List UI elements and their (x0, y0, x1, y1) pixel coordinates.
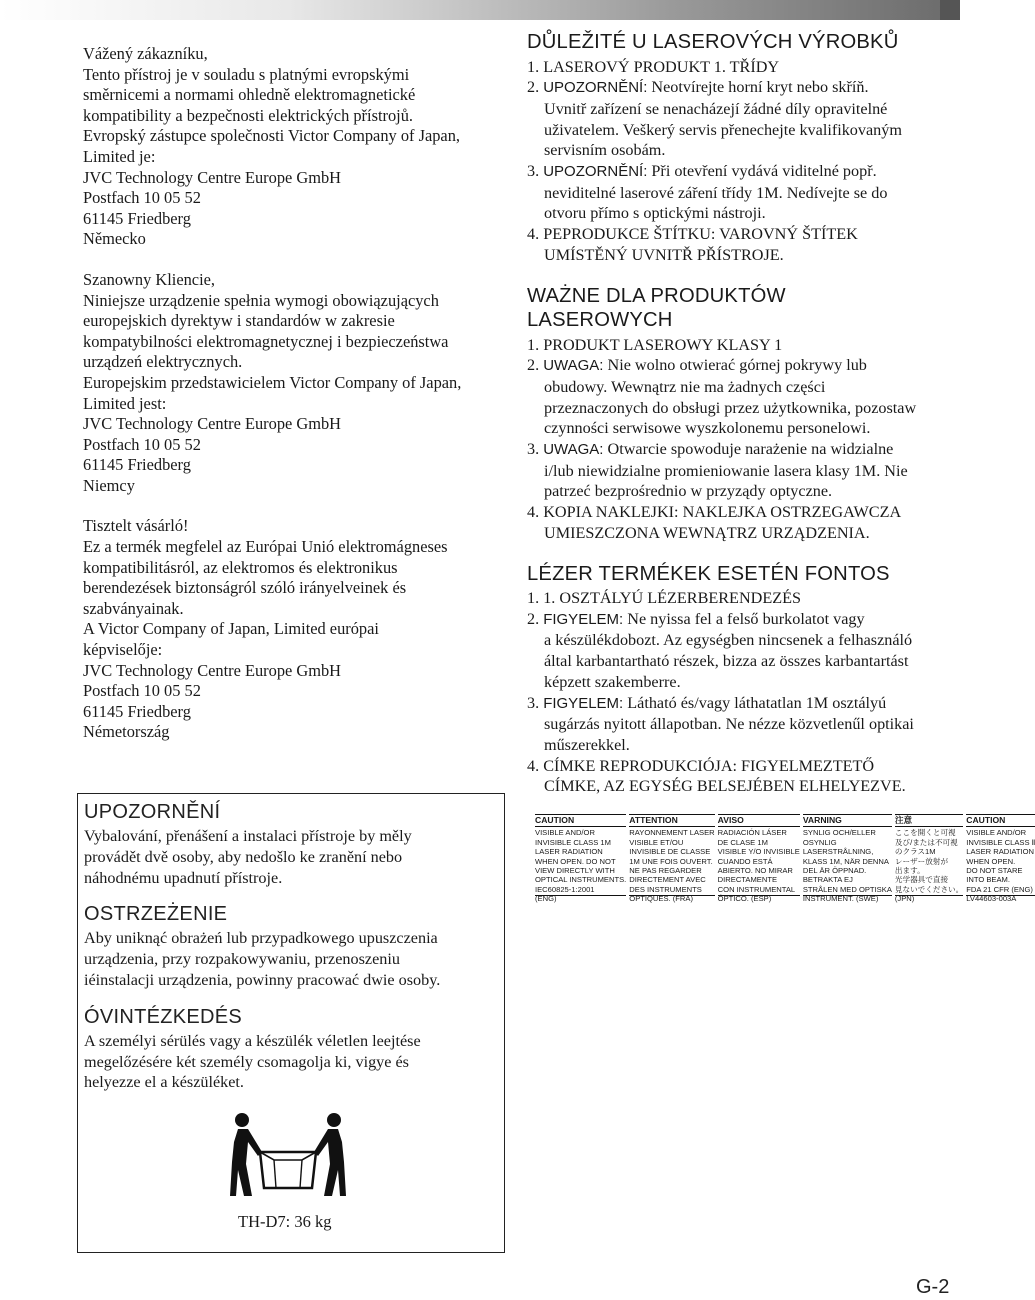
label-line: BETRAKTA EJ (802, 875, 853, 885)
keyword: UWAGA: (543, 357, 604, 375)
laser-label (802, 814, 892, 904)
text-line: 61145 Friedberg (83, 455, 191, 475)
label-line: DE CLASE 1M (717, 837, 768, 847)
label-line: KLASS 1M, NÄR DENNA (802, 856, 889, 866)
label-line: DEL ÄR ÖPPNAD. (802, 866, 867, 876)
text-line: Při otevření vydává viditelné popř. (651, 162, 877, 181)
label-line: ここを開くと可視 (894, 828, 956, 838)
laser-label (629, 814, 715, 904)
text-line: směrnicemi a normami ohledně elektromagnetické (83, 85, 416, 105)
label-line: CUANDO ESTÁ (717, 856, 773, 866)
item-number: 2. (527, 78, 540, 97)
text-line: Evropský zástupce společnosti Victor Company of Japan, (83, 126, 460, 146)
text-line: LASEROVÝ PRODUKT 1. TŘÍDY (543, 57, 780, 76)
text-line: Tento přístroj je v souladu s platnými evropskými (83, 64, 410, 84)
list-item (527, 77, 955, 161)
text-line: képviselője: (83, 640, 163, 660)
laser-label (535, 814, 627, 904)
polish-letter (83, 270, 503, 497)
header-corner-tab (940, 0, 960, 20)
text-line: kompatibilitásról, az elektromos és elektronikus (83, 557, 398, 577)
text-line: europejskich dyrektyw i standardów w zakresie (83, 311, 395, 331)
item-number: 1. (527, 57, 540, 76)
text-line: Nie wolno otwierać górnej pokrywy lub (607, 356, 867, 375)
section-heading: DŮLEŽITÉ U LASEROVÝCH VÝROBKŮ (527, 31, 899, 53)
text-line: CÍMKE REPRODUKCIÓJA: FIGYELMEZTETŐ (543, 756, 875, 775)
text-line: provádět dvě osoby, aby nedošlo ke zranění nebo (84, 847, 403, 866)
label-line: LASER RADIATION (966, 847, 1035, 857)
label-line: ÓPTICO. (ESP) (717, 894, 772, 904)
text-line: patrzeć bezprośrednio w przyządy optyczne. (544, 482, 833, 501)
text-line: képzett szakemberre. (544, 672, 681, 691)
item-number: 4. (527, 503, 540, 522)
label-line: VISIBLE ET/OU (629, 837, 684, 847)
right-column (527, 30, 955, 815)
text-line: kompatybilności elektromagnetycznej i bezpieczeństwa (83, 331, 449, 351)
label-line: INVISIBLE CLASS 1M (535, 837, 611, 847)
text-line: helyezze el a készüléket. (84, 1073, 244, 1092)
text-line: Německo (83, 229, 146, 249)
text-line: Szanowny Kliencie, (83, 269, 215, 289)
text-line: Uvnitř zařízení se nenacházejí žádné díly opravitelné (544, 99, 888, 118)
left-column (83, 44, 503, 743)
item-number: 1. (527, 335, 540, 354)
text-line: Látható és/vagy láthatatlan 1M osztályú (627, 693, 887, 712)
laser-label (717, 814, 800, 904)
caution-box (77, 793, 505, 1253)
label-line: (JPN) (894, 894, 915, 904)
label-line: 1M UNE FOIS OUVERT. (629, 856, 713, 866)
item-number: 4. (527, 756, 540, 775)
label-line: のクラス1M (894, 847, 936, 857)
item-number: 2. (527, 356, 540, 375)
text-line: JVC Technology Centre Europe GmbH (83, 167, 342, 187)
text-line: obudowy. Wewnątrz nie ma żadnych części (544, 377, 826, 396)
text-line: UMIESZCZONA WEWNĄTRZ URZĄDZENIA. (544, 523, 870, 542)
laser-warning-labels (535, 814, 1035, 904)
text-line: sugárzás nyitott állapotban. Ne nézze közvetlenűl optikai (544, 715, 914, 734)
label-line: OSYNLIG (802, 837, 837, 847)
caution-polish (84, 902, 504, 990)
keyword: UPOZORNĚNÍ: (543, 163, 648, 181)
text-line: Aby uniknąć obrażeń lub przypadkowego upuszczenia (84, 929, 438, 948)
text-line: Ne nyissa fel a felső burkolatot vagy (627, 609, 865, 628)
laser-label (966, 814, 1035, 904)
text-line: 61145 Friedberg (83, 701, 191, 721)
keyword: FIGYELEM: (543, 610, 624, 628)
label-line: NE PAS REGARDER (629, 866, 702, 876)
text-line: Tisztelt vásárló! (83, 516, 189, 536)
label-line: SYNLIG OCH/ELLER (802, 828, 876, 838)
label-line: FDA 21 CFR (ENG) (966, 884, 1033, 894)
text-line: Postfach 10 05 52 (83, 434, 201, 454)
list-item (527, 439, 955, 502)
caution-heading: OSTRZEŻENIE (84, 903, 228, 926)
text-line: Limited je: (83, 146, 156, 166)
label-heading: AVISO (718, 816, 800, 827)
label-line: LV44603-003A (966, 894, 1017, 904)
label-line: (ENG) (535, 894, 557, 904)
laser-section-polish (527, 284, 955, 544)
text-line: 1. OSZTÁLYÚ LÉZERBERENDEZÉS (543, 589, 801, 608)
text-line: KOPIA NAKLEJKI: NAKLEJKA OSTRZEGAWCZA (543, 503, 902, 522)
text-line: PRODUKT LASEROWY KLASY 1 (543, 335, 783, 354)
list-item (527, 161, 955, 224)
label-line: INVISIBLE DE CLASSE (629, 847, 711, 857)
item-number: 2. (527, 609, 540, 628)
hungarian-letter (83, 516, 503, 743)
text-line: műszerekkel. (544, 735, 630, 754)
label-line: DIRECTAMENTE (717, 875, 778, 885)
text-line: PEPRODUKCE ŠTÍTKU: VAROVNÝ ŠTÍTEK (543, 225, 858, 244)
text-line: urządzenia, przy rozpakowywaniu, przenoszeniu (84, 950, 400, 969)
label-line: LASERSTRÅLNING, (802, 847, 874, 857)
text-line: uživatelem. Veškerý servis přenechejte kvalifikovaným (544, 120, 902, 139)
laser-section-czech (527, 30, 955, 266)
list-item (527, 335, 955, 356)
text-line: i/lub niewidzialne promieniowanie lasera klasy 1M. Nie (544, 461, 908, 480)
text-line: 61145 Friedberg (83, 208, 191, 228)
label-line: DIRECTEMENT AVEC (629, 875, 706, 885)
page-number: G-2 (916, 1276, 950, 1298)
text-line: Neotvírejte horní kryt nebo skříň. (651, 78, 869, 97)
section-heading: LASEROWYCH (527, 309, 673, 332)
label-line: OPTICAL INSTRUMENTS. (535, 875, 627, 885)
caution-czech (84, 800, 504, 888)
keyword: UPOZORNĚNÍ: (543, 79, 648, 97)
laser-section-hungarian (527, 562, 955, 798)
text-line: Europejskim przedstawicielem Victor Company of Japan, (83, 372, 462, 392)
text-line: Niniejsze urządzenie spełnia wymogi obowiązujących (83, 290, 439, 310)
section-heading: LÉZER TERMÉKEK ESETÉN FONTOS (527, 562, 890, 585)
list-item (527, 588, 955, 609)
label-line: CON INSTRUMENTAL (717, 884, 796, 894)
text-line: CÍMKE, AZ EGYSÉG BELSEJÉBEN ELHELYEZVE. (544, 777, 906, 796)
label-heading: VARNING (803, 816, 892, 827)
text-line: urządzeń elektrycznych. (83, 352, 243, 372)
list-item (527, 609, 955, 693)
keyword: FIGYELEM: (543, 694, 624, 712)
text-line: JVC Technology Centre Europe GmbH (83, 660, 342, 680)
label-line: STRÅLEN MED OPTISKA (802, 884, 892, 894)
text-line: Vážený zákazníku, (83, 44, 208, 63)
text-line: Limited jest: (83, 393, 167, 413)
text-line: iéinstalacji urządzenia, powinny pracować dwie osoby. (84, 970, 441, 989)
text-line: przeznaczonych do obsługi przez użytkownika, pozostaw (544, 398, 917, 417)
text-line: A személyi sérülés vagy a készülék véletlen leejtése (84, 1031, 421, 1050)
label-line: WHEN OPEN. DO NOT (535, 856, 616, 866)
item-number: 4. (527, 225, 540, 244)
label-line: VISIBLE AND/OR (966, 828, 1027, 838)
label-line: RADIACIÓN LÁSER (717, 828, 787, 838)
text-line: megelőzésére két személy csomagolja ki, vigye és (84, 1052, 409, 1071)
czech-letter (83, 44, 503, 250)
label-line: INTO BEAM. (966, 875, 1010, 885)
caution-heading: UPOZORNĚNÍ (84, 801, 221, 823)
label-line: IEC60825-1:2001 (535, 884, 595, 894)
list-item (527, 224, 955, 265)
text-line: szabványainak. (83, 598, 184, 618)
text-line: neviditelné laserové záření třídy 1M. Nedívejte se do (544, 183, 888, 202)
text-line: A Victor Company of Japan, Limited európai (83, 619, 379, 639)
label-heading: 注意 (895, 816, 963, 827)
text-line: JVC Technology Centre Europe GmbH (83, 414, 342, 434)
label-line: INVISIBLE CLASS Ⅱ (966, 837, 1035, 847)
item-number: 3. (527, 693, 540, 712)
text-line: a készülékdobozt. Az egységben nincsenek a felhasználó (544, 631, 913, 650)
label-line: VISIBLE AND/OR (535, 828, 595, 838)
keyword: UWAGA: (543, 441, 604, 459)
label-heading: CAUTION (966, 816, 1035, 827)
item-number: 3. (527, 440, 540, 459)
text-line: Postfach 10 05 52 (83, 188, 201, 208)
list-item (527, 756, 955, 797)
label-line: DO NOT STARE (966, 866, 1023, 876)
label-line: 及び/または不可視 (894, 837, 958, 847)
label-line: レーザー放射が (894, 856, 949, 866)
text-line: kompatibility a bezpečnosti elektrických přístrojů. (83, 105, 413, 125)
label-line: VIEW DIRECTLY WITH (535, 866, 615, 876)
text-line: Vybalování, přenášení a instalaci přístroje by měly (84, 827, 412, 845)
list-item (527, 355, 955, 439)
text-line: servisním osobám. (544, 141, 666, 160)
label-line: WHEN OPEN. (966, 856, 1016, 866)
label-line: RAYONNEMENT LASER (629, 828, 715, 838)
text-line: Németország (83, 722, 170, 742)
label-line: VISIBLE Y/O INVISIBLE (717, 847, 800, 857)
label-line: 見ないでください。 (894, 884, 964, 894)
text-line: berendezések biztonságról szóló irányelveinek és (83, 578, 407, 598)
two-person-lift-icon (228, 1112, 348, 1198)
label-line: INSTRUMENT. (SWE) (802, 894, 879, 904)
text-line: náhodnému upadnutí přístroje. (84, 868, 283, 887)
section-heading: WAŻNE DLA PRODUKTÓW (527, 284, 786, 307)
item-number: 1. (527, 589, 540, 608)
label-heading: ATTENTION (629, 816, 714, 827)
laser-label (894, 814, 964, 904)
weight-label: TH-D7: 36 kg (238, 1212, 332, 1231)
text-line: által karbantartható részek, bizza az összes karbantartást (544, 652, 909, 671)
list-item (527, 502, 955, 543)
caution-hungarian (84, 1005, 504, 1093)
header-gradient-bar (0, 0, 960, 20)
label-line: 出ます。 (894, 866, 925, 876)
label-line: ABIERTO. NO MIRAR (717, 866, 793, 876)
text-line: otvoru přímo s optickými nástroji. (544, 204, 766, 223)
list-item (527, 57, 955, 78)
label-heading: CAUTION (535, 816, 626, 827)
item-number: 3. (527, 162, 540, 181)
text-line: Otwarcie spowoduje narażenie na widzialne (607, 440, 894, 459)
text-line: czynności serwisowe wyszkolonemu personelowi. (544, 419, 871, 438)
text-line: Postfach 10 05 52 (83, 681, 201, 701)
text-line: UMÍSTĚNÝ UVNITŘ PŘÍSTROJE. (544, 245, 784, 264)
caution-heading: ÓVINTÉZKEDÉS (84, 1005, 243, 1028)
list-item (527, 693, 955, 756)
text-line: Ez a termék megfelel az Európai Unió elektromágneses (83, 537, 448, 557)
text-line: Niemcy (83, 475, 135, 495)
label-line: 光学器具で直接 (894, 875, 949, 885)
label-line: DES INSTRUMENTS (629, 884, 702, 894)
label-line: OPTIQUES. (FRA) (629, 894, 693, 904)
label-line: LASER RADIATION (535, 847, 603, 857)
